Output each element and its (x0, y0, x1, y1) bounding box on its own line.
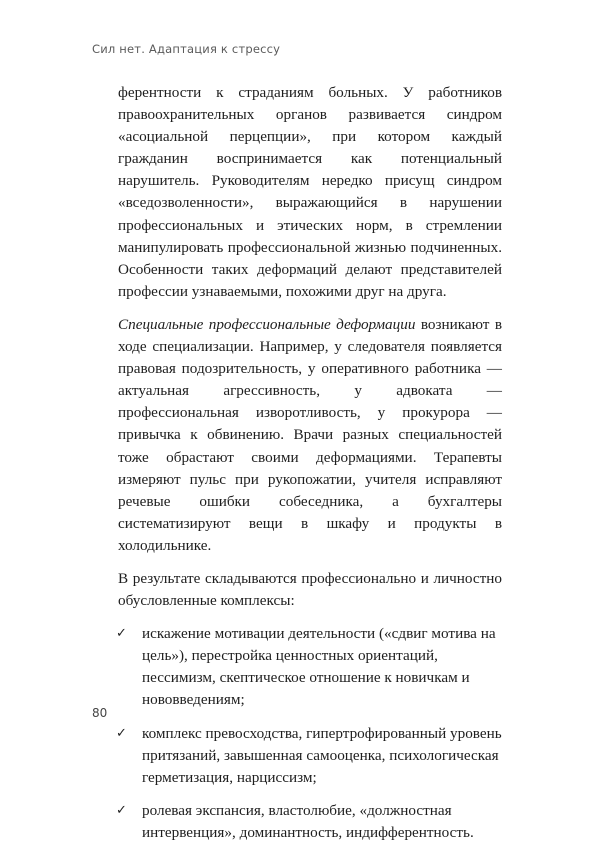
checkmark-icon: ✓ (116, 725, 127, 741)
page-number: 80 (92, 706, 108, 720)
paragraph-2-text: возникают в ходе специализации. Например, у следователя появляется правовая подозрительность, у оперативного работника — актуальная агрессивность, у адвоката — профессиональная изворотливость, у прокурора — привычка к обвинению. Врачи разных специальностей тоже обрастают своими деформациями. Терапевты измеряют пульс при рукопожатии, учителя исправляют речевые ошибки собеседника, а бухгалтеры систематизируют вещи в шкафу и продукты в холодильнике. (118, 315, 502, 554)
paragraph-2-term: Специальные профессиональные деформации (118, 315, 416, 333)
checkmark-icon: ✓ (116, 802, 127, 818)
running-header: Сил нет. Адаптация к стрессу (92, 42, 281, 56)
page-body (118, 82, 502, 855)
complex-list (118, 623, 502, 844)
paragraph-3: В результате складываются профессионально и личностно обусловленные комплексы: (118, 569, 502, 610)
paragraph-1: ферентности к страданиям больных. У работников правоохранительных органов развивается синдром «асоциальной перцепции», при котором каждый гражданин воспринимается как потенциальный нарушитель. Руководителям нередко присущ синдром «вседозволенности», выражающийся в нарушении профессиональных и этических норм, в стремлении манипулировать профессиональной жизнью подчиненных. Особенности таких деформаций делают представителей профессии узнаваемыми, похожими друг на друга. (118, 84, 502, 300)
list-item-text: комплекс превосходства, гипертрофированный уровень притязаний, завышенная самооценка, психологическая герметизация, нарциссизм; (142, 724, 502, 786)
list-item-text: искажение мотивации деятельности («сдвиг мотива на цель»), перестройка ценностных ориентаций, пессимизм, скептическое отношение к новичкам и нововведениям; (142, 625, 496, 709)
paragraph-2 (118, 314, 502, 557)
checkmark-icon: ✓ (116, 626, 127, 642)
list-item (118, 723, 502, 789)
list-item (118, 800, 502, 844)
list-item-text: ролевая экспансия, властолюбие, «должностная интервенция», доминантность, индифферентность. (142, 801, 474, 841)
list-item (118, 623, 502, 711)
